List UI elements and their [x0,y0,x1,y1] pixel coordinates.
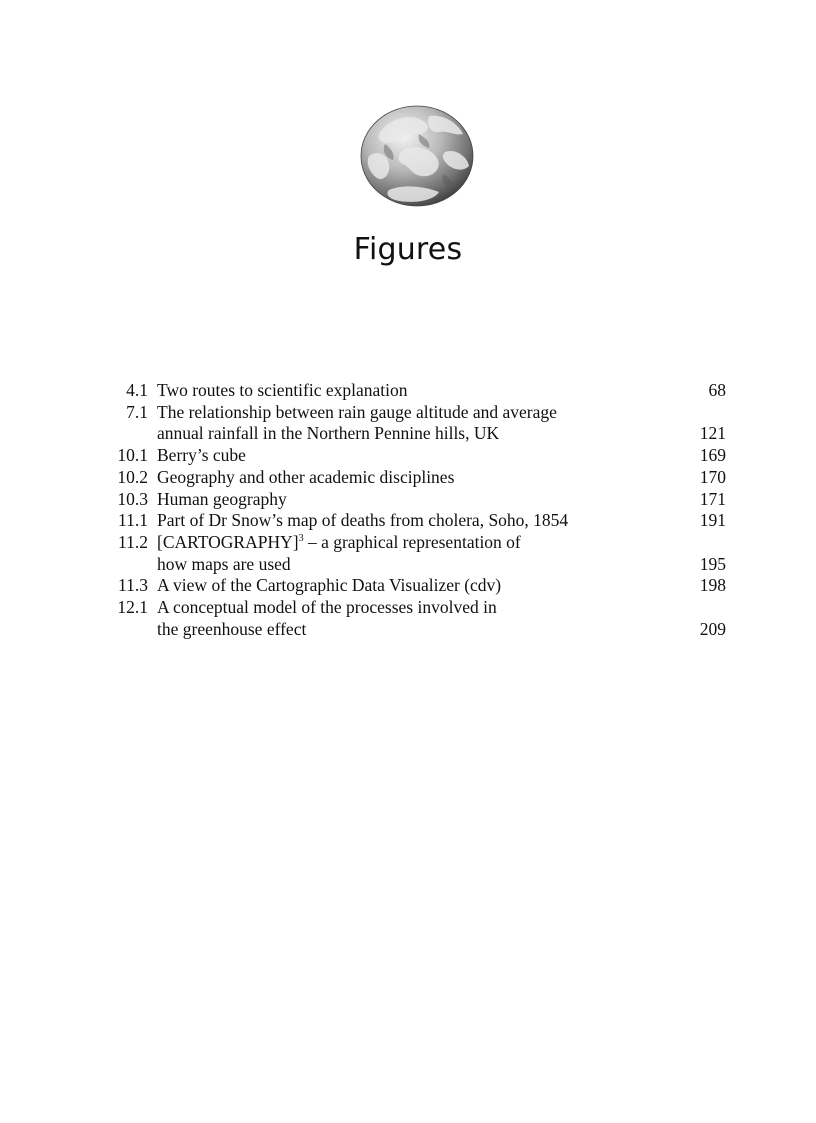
list-item [110,402,730,445]
figure-number: 12.1 [117,597,148,618]
page-number: 195 [699,553,726,574]
figure-caption: The relationship between rain gauge altitude and average [157,401,557,422]
list-item [110,445,730,467]
figure-number: 10.1 [117,445,148,466]
list-item [110,489,730,511]
figure-caption: Geography and other academic disciplines [157,466,455,487]
figure-caption-cont: the greenhouse effect [157,618,307,639]
figure-caption: Two routes to scientific explanation [157,380,408,400]
figure-number: 10.3 [117,488,148,509]
figure-caption-cont: annual rainfall in the Northern Pennine hills, UK [157,423,500,444]
list-item [110,467,730,489]
list-item [110,575,730,597]
page-number: 198 [699,575,726,596]
list-item [110,532,730,575]
figure-caption: A view of the Cartographic Data Visualizer (cdv) [157,575,502,596]
figure-caption: Berry’s cube [157,445,246,466]
page-title: Figures [353,232,463,267]
page-number: 171 [699,488,726,509]
page-number: 170 [699,466,726,487]
figure-number: 11.3 [118,575,148,596]
list-item [110,597,730,640]
list-item [110,380,730,402]
figure-number: 10.2 [117,466,148,487]
figure-caption-cont: how maps are used [157,553,291,574]
figure-number: 11.2 [118,531,148,552]
page-number: 169 [699,445,726,466]
figure-list [110,380,730,640]
page-number: 209 [699,618,726,639]
figure-number: 7.1 [126,401,148,422]
globe-icon [359,104,475,208]
page-number: 191 [699,510,726,531]
list-item [110,510,730,532]
figure-caption: [CARTOGRAPHY]$^3$ – a graphical representation of [157,531,521,552]
figure-number: 4.1 [126,380,148,400]
figure-caption: Human geography [157,488,287,509]
superscript: 3 [298,532,304,544]
figure-number: 11.1 [118,510,148,531]
figure-caption: Part of Dr Snow’s map of deaths from cholera, Soho, 1854 [157,510,569,531]
page-number: 68 [708,380,726,400]
page-number: 121 [699,423,726,444]
figure-caption: A conceptual model of the processes involved in [157,597,497,618]
